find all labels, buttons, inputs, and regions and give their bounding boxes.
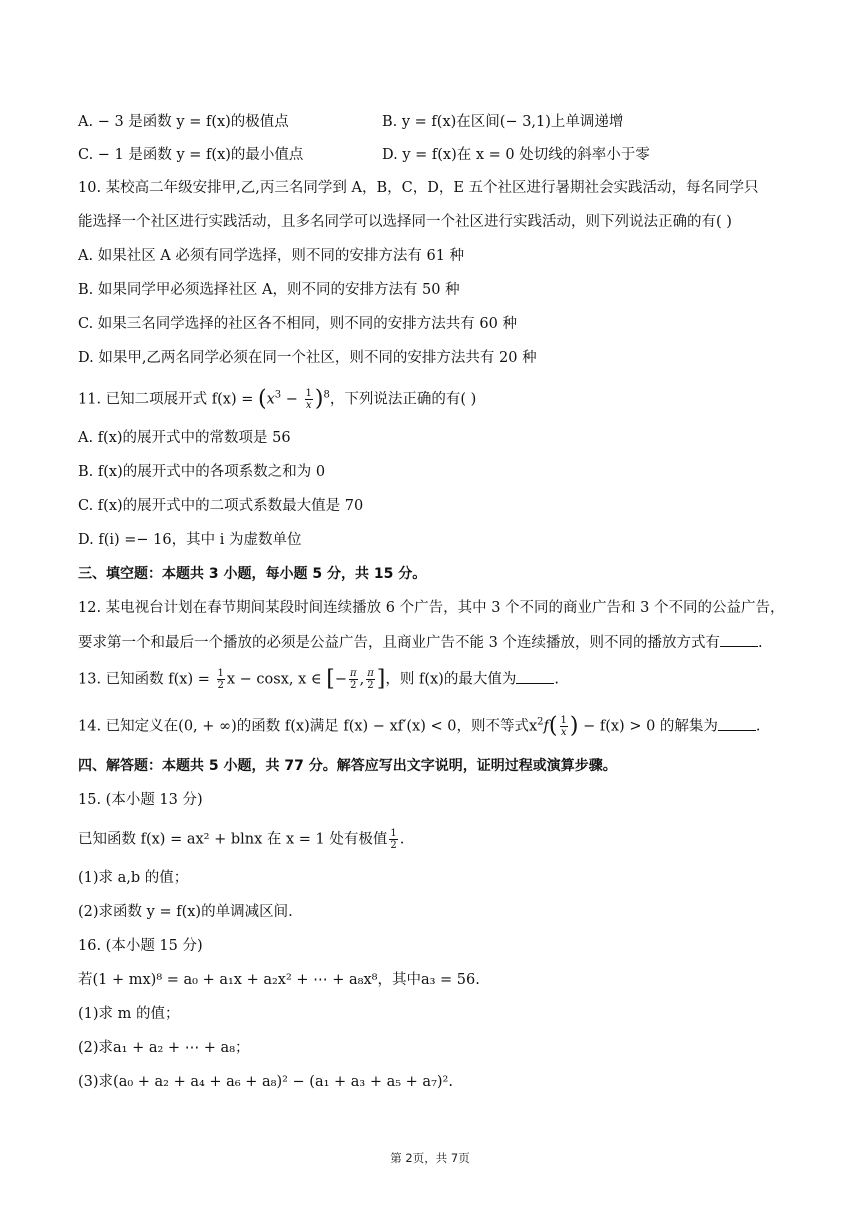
q12-line2-text: 要求第一个和最后一个播放的必须是公益广告，且商业广告不能 3 个连续播放，则不同的播放方式有 — [78, 635, 720, 651]
q13-mid: x − cosx, x ∈ — [226, 671, 327, 688]
q12-line1: 12. 某电视台计划在春节期间某段时间连续播放 6 个广告，其中 3 个不同的商业广告和 3 个不同的公益广告， — [78, 600, 785, 616]
q10-stem-line1: 10. 某校高二年级安排甲,乙,丙三名同学到 A，B，C，D，E 五个社区进行暑期社会实践活动，每名同学只 — [78, 180, 759, 196]
q15-heading: 15. (本小题 13 分) — [78, 792, 203, 808]
q9-option-a: A. − 3 是函数 y = f(x)的极值点 — [78, 114, 289, 130]
q13-fraction-neg-pi: $\frac{\pi}{2}$ — [350, 668, 357, 691]
q14-pre: 14. 已知定义在(0, + ∞)的函数 f(x)满足 f(x) − xf′(x) < 0，则不等式x — [78, 718, 538, 735]
q15-fraction-half: $\frac{1}{2}$ — [390, 828, 397, 851]
q14-mid: − f(x) > 0 的解集为 — [578, 718, 718, 735]
q13-pre: 13. 已知函数 f(x) = — [78, 671, 215, 688]
q13-answer-blank[interactable] — [516, 669, 554, 684]
q9-option-d: D. y = f(x)在 x = 0 处切线的斜率小于零 — [382, 147, 650, 163]
q13-fraction-pi: $\frac{\pi}{2}$ — [367, 668, 374, 691]
q16-heading: 16. (本小题 15 分) — [78, 938, 203, 954]
q16-part2: (2)求a₁ + a₂ + ⋯ + a₈； — [78, 1040, 250, 1056]
q15-stem-text: 已知函数 f(x) = ax² + blnx 在 x = 1 处有极值 — [78, 831, 388, 848]
q10-stem-line2: 能选择一个社区进行实践活动，且多名同学可以选择同一个社区进行实践活动，则下列说法正确的有( ) — [78, 214, 732, 230]
q10-option-a: A. 如果社区 A 必须有同学选择，则不同的安排方法有 61 种 — [78, 248, 465, 264]
q9-option-b: B. y = f(x)在区间(− 3,1)上单调递增 — [382, 114, 624, 130]
q10-option-b: B. 如果同学甲必须选择社区 A，则不同的安排方法有 50 种 — [78, 282, 460, 298]
q11-stem: 11. 已知二项展开式 $f(x) = (x^3$ − $\frac{1}{x}$ )$^8$，下列说法正确的有( ) — [78, 386, 477, 412]
q10-option-c: C. 如果三名同学选择的社区各不相同，则不同的安排方法共有 60 种 — [78, 316, 517, 332]
q14-answer-blank[interactable] — [718, 716, 756, 731]
q15-stem: 已知函数 f(x) = ax² + blnx 在 x = 1 处有极值 $\frac{1}{2}$ . — [78, 828, 405, 851]
q9-option-c: C. − 1 是函数 y = f(x)的最小值点 — [78, 147, 304, 163]
q13-fraction-half: $\frac{1}{2}$ — [217, 668, 224, 691]
q16-part1: (1)求 m 的值； — [78, 1006, 180, 1022]
q11-stem-post: ，下列说法正确的有( ) — [329, 391, 477, 408]
q15-part1: (1)求 a,b 的值； — [78, 870, 189, 886]
q11-option-d: D. f(i) =− 16，其中 i 为虚数单位 — [78, 532, 302, 548]
q12-answer-blank[interactable] — [720, 632, 758, 647]
page-footer: 第 2页，共 7页 — [390, 1151, 470, 1165]
q12-line2 — [78, 632, 763, 653]
q11-option-a: A. f(x)的展开式中的常数项是 56 — [78, 430, 291, 446]
q11-option-b: B. f(x)的展开式中的各项系数之和为 0 — [78, 464, 326, 480]
q14-stem: 14. 已知定义在(0, + ∞)的函数 f(x)满足 f(x) − xf′(x) < 0，则不等式$x^2f$( $\frac{1}{x}$ ) − f(x) > 0 的解集为 . — [78, 713, 761, 739]
q15-part2: (2)求函数 y = f(x)的单调减区间. — [78, 904, 293, 920]
q12-period: . — [757, 635, 763, 651]
section4-heading: 四、解答题：本题共 5 小题，共 77 分。解答应写出文字说明，证明过程或演算步骤。 — [78, 758, 617, 774]
q11-fraction: $\frac{1}{x}$ — [305, 388, 312, 411]
q14-period: . — [755, 718, 761, 735]
q11-option-c: C. f(x)的展开式中的二项式系数最大值是 70 — [78, 498, 364, 514]
q11-stem-pre: 11. 已知二项展开式 f(x) = — [78, 391, 259, 408]
q16-stem: 若(1 + mx)⁸ = a₀ + a₁x + a₂x² + ⋯ + a₈x⁸，其中a₃ = 56. — [78, 972, 480, 988]
q13-post: ，则 f(x)的最大值为 — [385, 671, 517, 688]
q10-option-d: D. 如果甲,乙两名同学必须在同一个社区，则不同的安排方法共有 20 种 — [78, 350, 537, 366]
q14-fraction: $\frac{1}{x}$ — [560, 715, 567, 738]
q16-part3: (3)求(a₀ + a₂ + a₄ + a₆ + a₈)² − (a₁ + a₃ + a₅ + a₇)². — [78, 1074, 453, 1090]
section3-heading: 三、填空题：本题共 3 小题，每小题 5 分，共 15 分。 — [78, 566, 427, 582]
q13-period: . — [554, 671, 559, 688]
q13-stem: 13. 已知函数 f(x) = $\frac{1}{2}$ x − cosx, x ∈ [− $\frac{\pi}{2}$ , $\frac{\pi}{2}$ ]，则 f(x)的最大值为 . — [78, 666, 559, 692]
